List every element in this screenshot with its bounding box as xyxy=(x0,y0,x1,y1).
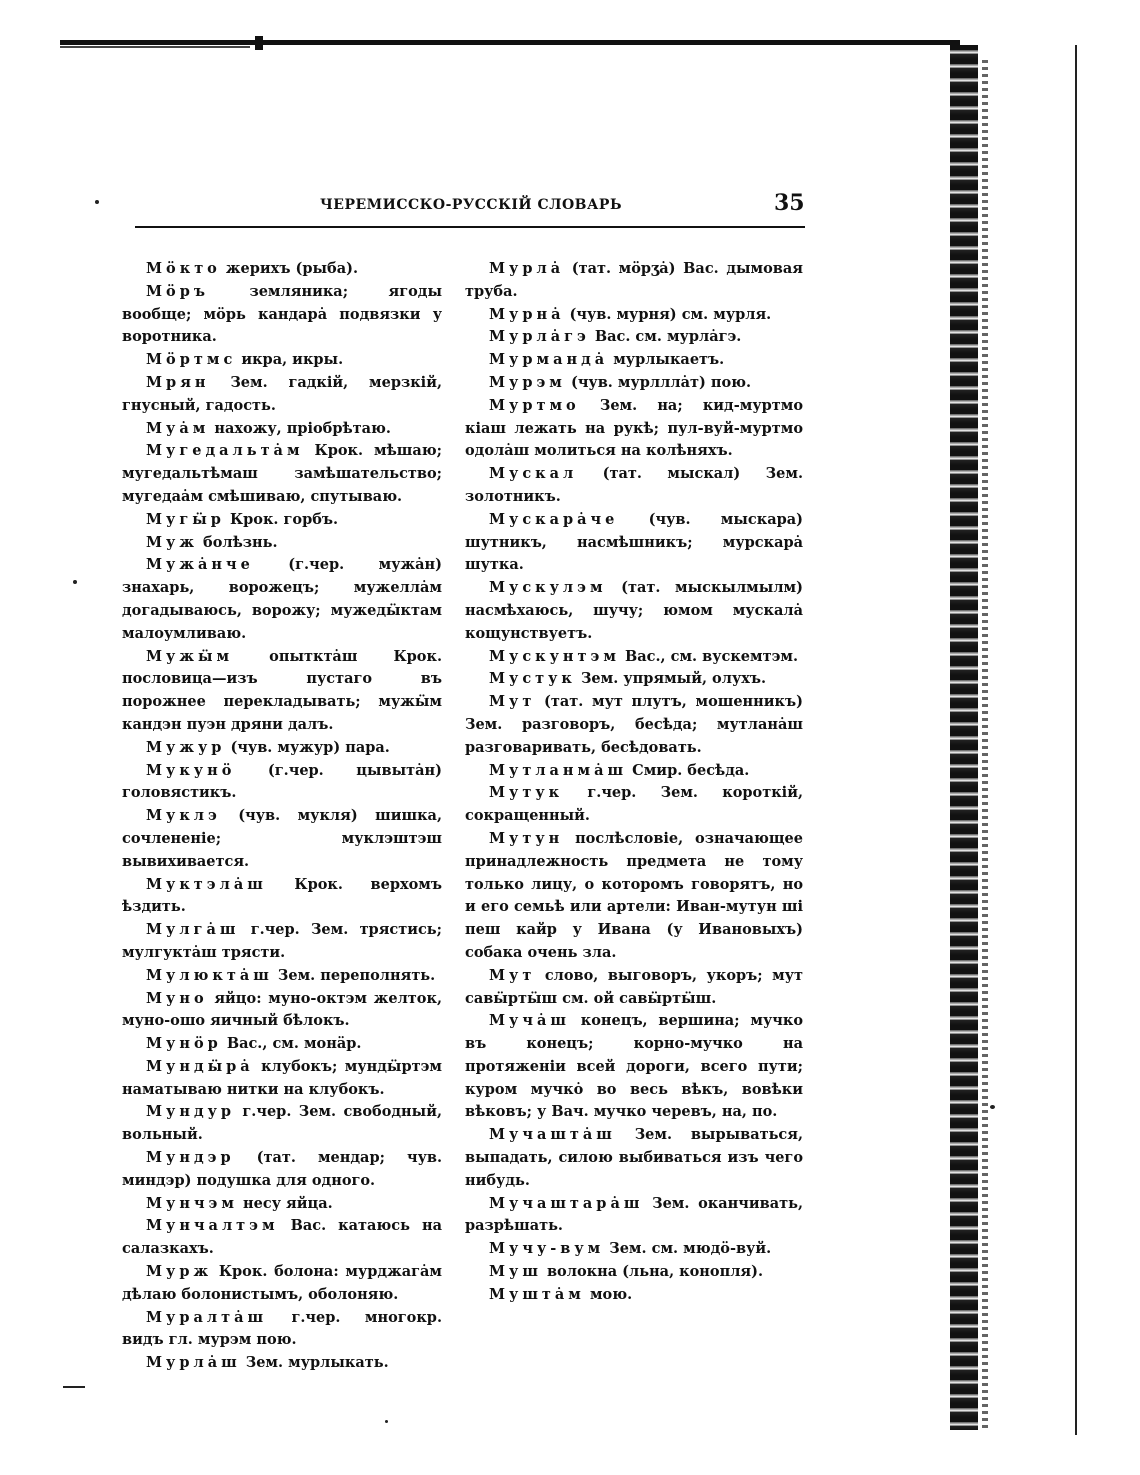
entry-headword: Мужȧнче xyxy=(146,556,254,574)
entry-definition: Крок. горбъ. xyxy=(224,510,339,528)
entry-definition: болѣзнь. xyxy=(197,533,278,551)
dictionary-entry xyxy=(465,1193,803,1239)
entry-headword: Муш xyxy=(489,1263,542,1281)
entry-definition: (чув. мурня) см. мурля. xyxy=(564,305,772,323)
entry-headword: Мучȧш xyxy=(489,1012,570,1030)
entry-definition: несу яйца. xyxy=(237,1194,333,1212)
dictionary-entry xyxy=(465,463,803,509)
entry-headword: Муштȧм xyxy=(489,1285,585,1303)
dictionary-entry xyxy=(122,965,442,988)
entry-headword: Мучаштȧш xyxy=(489,1126,616,1144)
entry-headword: Мучу-вум xyxy=(489,1240,605,1258)
dictionary-entry xyxy=(465,646,803,669)
dictionary-entry xyxy=(465,326,803,349)
dictionary-entry xyxy=(122,1056,442,1102)
entry-headword: Мундэр xyxy=(146,1149,235,1167)
entry-definition: мурлыкаетъ. xyxy=(608,351,725,369)
dictionary-entry xyxy=(465,1261,803,1284)
dictionary-entry xyxy=(465,1284,803,1307)
entry-headword: Муралтȧш xyxy=(146,1308,268,1326)
dictionary-entry xyxy=(122,554,442,645)
entry-definition: клубокъ; мундӹртэм наматываю нитки на клубокъ. xyxy=(122,1057,442,1098)
entry-definition: нахожу, пріобрѣтаю. xyxy=(209,419,391,437)
entry-definition: Зем. гадкій, мерзкій, гнусный, гадость. xyxy=(122,373,442,414)
dictionary-entry xyxy=(465,691,803,759)
entry-definition: жерихъ (рыба). xyxy=(220,260,358,277)
entry-definition: (г.чер. цывытȧн) головястикъ. xyxy=(122,761,442,802)
entry-headword: Мулюктȧш xyxy=(146,966,273,984)
dictionary-entry xyxy=(122,1352,442,1375)
dictionary-entry xyxy=(465,304,803,327)
dictionary-entry xyxy=(122,1193,442,1216)
entry-headword: Мускал xyxy=(489,465,578,483)
entry-headword: Мундур xyxy=(146,1103,236,1121)
entry-headword: Мӧртмс xyxy=(146,351,237,369)
entry-headword: Мукунӧ xyxy=(146,761,236,779)
entry-headword: Муртмо xyxy=(489,396,580,414)
scan-speck xyxy=(95,200,99,204)
entry-headword: Мугӹр xyxy=(146,510,225,528)
dictionary-entry xyxy=(465,1124,803,1192)
dictionary-entry xyxy=(465,1238,803,1261)
entry-headword: Мрян xyxy=(146,373,210,391)
entry-definition: г.чер. Зем. свободный, вольный. xyxy=(122,1103,442,1144)
entry-definition: послѣсловіе, означающее принадлежность предмета не тому только лицу, о которомъ говорятъ, но и его семьѣ или артели: Иван-мутун ші пеш кайр у Ивана (у Ивановыхъ) собака очень зла. xyxy=(465,829,803,961)
entry-definition: (тат. мыскылмылм) насмѣхаюсь, шучу; юмом мускалȧ кощунствуетъ. xyxy=(465,579,803,642)
scan-speck xyxy=(73,580,77,584)
entry-definition: икра, икры. xyxy=(236,351,344,369)
entry-definition: (тат. мендар; чув. миндэр) подушка для одного. xyxy=(122,1149,442,1189)
dictionary-entry xyxy=(122,440,442,508)
entry-headword: Муȧм xyxy=(146,419,210,437)
entry-definition: (чув. мужур) пара. xyxy=(225,738,390,756)
top-border-thin-rule xyxy=(60,46,250,48)
entry-headword: Мут xyxy=(489,693,536,711)
entry-definition: г.чер. Зем. короткій, сокращенный. xyxy=(465,784,803,825)
entry-definition: Зем. упрямый, олухъ. xyxy=(575,670,767,688)
dictionary-entry xyxy=(122,988,442,1034)
entry-headword: Мугедальтȧм xyxy=(146,442,304,460)
top-border-rule xyxy=(60,40,960,45)
page-edge-shadow xyxy=(950,45,978,1430)
entry-headword: Мускарȧче xyxy=(489,510,619,528)
entry-headword: Мурэм xyxy=(489,373,566,391)
entry-headword: Мут xyxy=(489,966,536,984)
dictionary-entry xyxy=(465,965,803,1011)
running-title: ЧЕРЕМИССКО-РУССКІЙ СЛОВАРЬ xyxy=(320,197,622,213)
dictionary-entry xyxy=(465,668,803,691)
entry-definition: яйцо: муно-октэм желток, муно-ошо яичный бѣлокъ. xyxy=(122,989,442,1030)
dictionary-entry xyxy=(122,1101,442,1147)
entry-definition: Зем. на; кид-муртмо кіаш лежать на рукѣ; пул-вуй-муртмо одолȧш молиться на колѣняхъ. xyxy=(465,396,803,460)
entry-headword: Мурмандȧ xyxy=(489,351,609,369)
dictionary-entry xyxy=(122,646,442,737)
dictionary-entry xyxy=(465,828,803,965)
dictionary-entry xyxy=(122,349,442,372)
page-edge-texture xyxy=(982,60,988,1430)
entry-headword: Мужӹм xyxy=(146,647,234,665)
entry-headword: Мучаштарȧш xyxy=(489,1194,644,1212)
page-number: 35 xyxy=(774,190,805,216)
dictionary-entry xyxy=(122,737,442,760)
entry-headword: Мунчэм xyxy=(146,1194,238,1212)
entry-headword: Муно xyxy=(146,989,208,1007)
entry-headword: Мунӧр xyxy=(146,1035,222,1053)
dictionary-entry xyxy=(122,1147,442,1193)
entry-definition: г.чер. Зем. трястись; мулгуктȧш трясти. xyxy=(122,921,442,961)
right-column xyxy=(465,258,803,1307)
dictionary-entry xyxy=(122,805,442,873)
entry-definition: Крок. мѣшаю; мугедальтѣмаш замѣшательство; мугедаȧм смѣшиваю, спутываю. xyxy=(122,442,442,505)
dictionary-entry xyxy=(122,372,442,418)
entry-definition: конецъ, вершина; мучко въ конецъ; корно-мучко на протяженіи всей дороги, всего пути; куром мучкȯ во весь вѣкъ, вовѣки вѣковъ; у Вач. мучко черевъ, на, по. xyxy=(465,1012,803,1121)
entry-headword: Мужур xyxy=(146,738,226,756)
top-border-notch xyxy=(255,36,263,50)
entry-definition: (тат. мут плутъ, мошенникъ) Зем. разговоръ, бесѣда; мутланȧш разговаривать, бесѣдовать. xyxy=(465,693,803,756)
entry-definition: Вас., см. вускемтэм. xyxy=(619,647,799,665)
dictionary-entry xyxy=(465,258,803,304)
dictionary-entry xyxy=(122,281,442,349)
entry-definition: слово, выговоръ, укоръ; мут савӹртӹш см. ой савӹртӹш. xyxy=(465,966,803,1007)
dictionary-entry xyxy=(465,509,803,577)
entry-headword: Мускулэм xyxy=(489,579,607,597)
dictionary-entry xyxy=(122,760,442,806)
entry-definition: г.чер. многокр. видъ гл. мурэм пою. xyxy=(122,1308,442,1349)
dictionary-entry xyxy=(122,509,442,532)
dictionary-entry xyxy=(122,258,442,281)
entry-definition: (чув. мукля) шишка, сочлененіе; муклэштэш вывихивается. xyxy=(122,807,442,870)
entry-definition: Вас. катаюсь на салазкахъ. xyxy=(122,1217,442,1258)
entry-headword: Мурлȧш xyxy=(146,1354,241,1372)
scan-dash xyxy=(63,1386,85,1388)
entry-headword: Муктэлȧш xyxy=(146,875,267,893)
entry-definition: Смир. бесѣда. xyxy=(627,761,750,779)
dictionary-entry xyxy=(122,532,442,555)
entry-definition: Вас. см. мурлȧгэ. xyxy=(589,328,742,346)
entry-definition: волокна (льна, конопля). xyxy=(541,1263,764,1281)
entry-definition: (тат. мӧрʒȧ) Вас. дымовая труба. xyxy=(465,260,803,300)
entry-headword: Мунчалтэм xyxy=(146,1217,279,1235)
entry-headword: Муклэ xyxy=(146,807,221,825)
dictionary-entry xyxy=(465,395,803,463)
entry-definition: Зем. вырываться, выпадать, силою выбиваться изъ чего нибудь. xyxy=(465,1126,803,1189)
entry-headword: Мускунтэм xyxy=(489,647,620,665)
dictionary-entry xyxy=(465,349,803,372)
entry-definition: (чув. мыскара) шутникъ, насмѣшникъ; мурскарȧ шутка. xyxy=(465,510,803,574)
entry-headword: Мурнȧ xyxy=(489,305,565,323)
dictionary-entry xyxy=(465,372,803,395)
entry-definition: (чув. мурлллȧт) пою. xyxy=(565,373,752,391)
entry-headword: Мӧръ xyxy=(146,282,209,300)
dictionary-entry xyxy=(122,1261,442,1307)
dictionary-entry xyxy=(465,782,803,828)
dictionary-entry xyxy=(465,1010,803,1124)
dictionary-entry xyxy=(122,919,442,965)
entry-definition: Вас., см. монӓр. xyxy=(221,1035,362,1053)
entry-definition: Зем. оканчивать, разрѣшать. xyxy=(465,1194,803,1235)
entry-headword: Мурж xyxy=(146,1263,213,1281)
entry-definition: Зем. см. мюдӧ-вуй. xyxy=(604,1240,772,1258)
dictionary-entry xyxy=(122,418,442,441)
entry-headword: Мутун xyxy=(489,829,564,847)
dictionary-entry xyxy=(465,760,803,783)
header-rule xyxy=(135,226,805,228)
dictionary-entry xyxy=(122,1307,442,1353)
entry-headword: Мутланмȧш xyxy=(489,761,628,779)
dictionary-entry xyxy=(122,1033,442,1056)
entry-definition: Крок. болона: мурджагȧм дѣлаю болонистымъ, оболоняю. xyxy=(122,1263,442,1303)
entry-headword: Мулгȧш xyxy=(146,921,240,939)
entry-headword: Мундӹрȧ xyxy=(146,1057,254,1075)
entry-definition: опытктȧш Крок. пословица—изъ пустаго въ порожнее перекладывать; мужӹм кандэн пуэн дряни далъ. xyxy=(122,647,442,733)
left-column xyxy=(122,258,442,1375)
entry-definition: Зем. мурлыкать. xyxy=(240,1354,389,1372)
entry-definition: Крок. верхомъ ѣздить. xyxy=(122,875,442,916)
entry-definition: (тат. мыскал) Зем. золотникъ. xyxy=(465,465,803,505)
entry-headword: Мурлȧгэ xyxy=(489,328,590,346)
entry-definition: земляника; ягоды вообще; мӧрь кандарȧ подвязки у воротника. xyxy=(122,282,442,346)
scan-speck xyxy=(385,1420,388,1423)
entry-definition: (г.чер. мужȧн) знахарь, ворожецъ; мужеллȧм догадываюсь, ворожу; мужедӹктам малоумливаю. xyxy=(122,556,442,642)
dictionary-entry xyxy=(465,577,803,645)
entry-headword: Мӧкто xyxy=(146,260,221,277)
scan-speck xyxy=(990,1105,995,1109)
entry-definition: Зем. переполнять. xyxy=(272,966,436,984)
dictionary-entry xyxy=(122,1215,442,1261)
entry-definition: мою. xyxy=(584,1285,633,1303)
entry-headword: Мурлȧ xyxy=(489,260,565,277)
entry-headword: Мустук xyxy=(489,670,576,688)
entry-headword: Муж xyxy=(146,533,198,551)
entry-headword: Мутук xyxy=(489,784,564,802)
scan-border-line xyxy=(1075,45,1077,1435)
dictionary-entry xyxy=(122,874,442,920)
